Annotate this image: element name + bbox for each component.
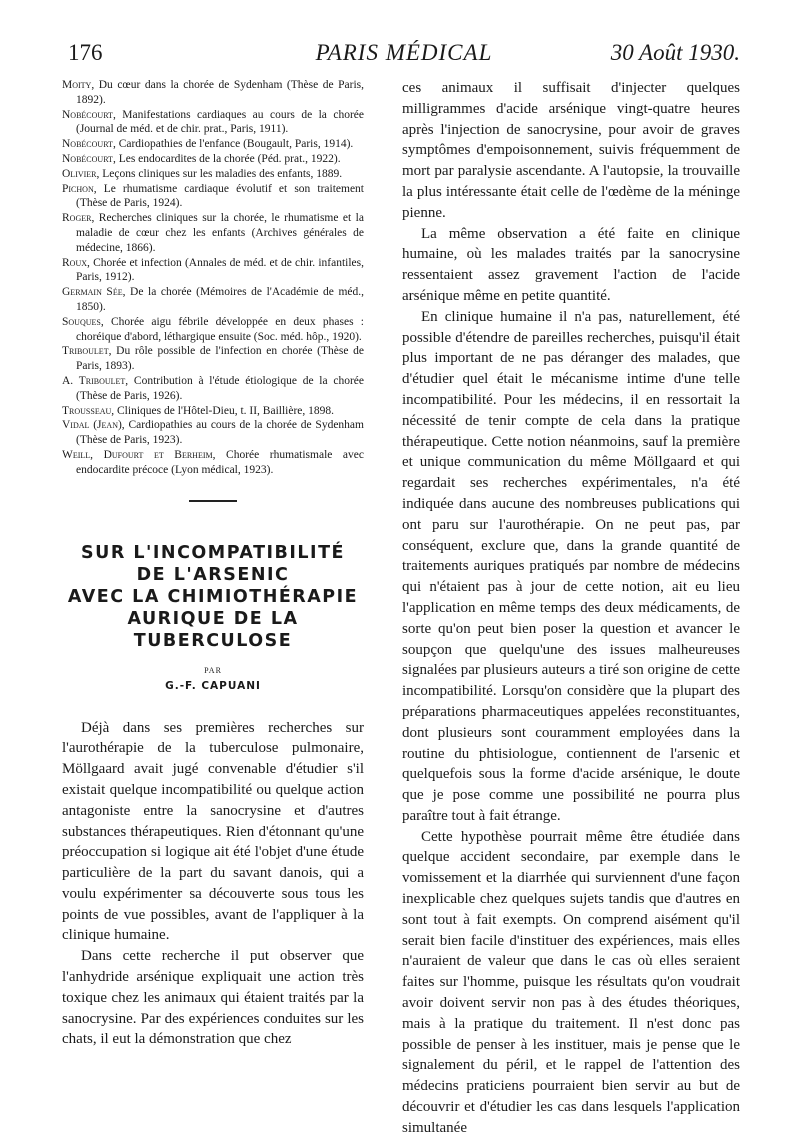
body-text-right [402,78,740,1139]
page-header [68,40,740,74]
reference-item: Vidal (Jean), Cardiopathies au cours de la chorée de Sydenham (Thèse de Paris, 1923). [62,419,364,447]
reference-item: Triboulet, Du rôle possible de l'infection en chorée (Thèse de Paris, 1893). [62,345,364,373]
left-column [62,78,364,1050]
reference-item: Roger, Recherches cliniques sur la chorée, le rhumatisme et la maladie de cœur chez les enfants (Archives générales de médecine, 1866). [62,212,364,254]
paragraph-continued: ces animaux il suffisait d'injecter quelques milligrammes d'acide arsénique vingt-quatre heures après l'injection de sanocrysine, pour avoir de graves symptômes d'empoisonnement, suivis fréquemment de mort par paralysie ascendante. A l'autopsie, la trouvaille la plus intéressante était celle de l'œdème de la méninge pienne. [402,80,740,221]
body-text-left [62,718,364,1051]
reference-item: Olivier, Leçons cliniques sur les maladies des enfants, 1889. [62,167,343,180]
reference-item: Weill, Dufourt et Berheim, Chorée rhumatismale avec endocardite précoce (Lyon médical, 1923). [62,448,364,476]
title-line: TUBERCULOSE [133,630,293,651]
title-line: SUR L'INCOMPATIBILITÉ [81,542,345,563]
right-column [402,78,740,1139]
bibliography [62,78,364,478]
paragraph: La même observation a été faite en clinique humaine, où les malades traités par la sanocrysine ressentaient assez gravement l'action de l'acide arsénique même en petite quantité. [402,225,740,304]
title-line: DE L'ARSENIC [136,564,290,585]
journal-title: PARIS MÉDICAL [315,40,493,65]
reference-item: Nobécourt, Cardiopathies de l'enfance (Bougault, Paris, 1914). [62,138,354,151]
reference-item: Souques, Chorée aigu fébrile développée en deux phases : choréique d'abord, léthargique ensuite (Soc. méd. hôp., 1920). [62,315,364,343]
paragraph: Cette hypothèse pourrait même être étudiée dans quelque accident secondaire, par exemple dans le vomissement et la diarrhée qui surviennent d'une façon inexplicable chez quelques sujets tandis que d'autres en sont tout à fait exempts. On comprend aisément qu'il serait bien facile d'instituer des expériences, mais elles n'auraient de valeur que dans le cas où elles seraient faites sur l'homme, puisque les résultats qu'on voudrait avoir doivent servir non pas à des études théoriques, mais à la pratique du traitement. Il n'est donc pas possible de penser à les instituer, mais je pense que le signalement du péril, et le rappel de l'attention des médecins praticiens pourraient bien servir au but de découvrir et d'étudier les cas dans lesquels l'application simultanée [402,828,740,1136]
paragraph: Dans cette recherche il put observer que l'anhydride arsénique expliquait une action très toxique chez les animaux qui étaient traités par la sanocrysine. Par des expériences conduites sur les chats, il eut la démonstration que chez [62,948,364,1048]
paragraph: En clinique humaine il n'a pas, naturellement, été possible d'étendre de pareilles recherches, puisqu'il était plus important de ne pas déranger des malades, que d'étudier quel était le mécanisme intime d'une telle incompatibilité. Pour les médecins, il en ressortait la nécessité de tenir compte de cela dans la pratique thérapeutique. Cette notion néanmoins, sauf la première et unique communication du même Möllgaard et qui regardait ses recherches expérimentales, n'a été indiquée dans aucune des nombreuses publications qui ont paru sur l'aurothérapie. On ne peut pas, par conséquent, exclure que, dans la grande quantité de traitements auriques pratiqués par nombre de médecins qui n'étaient pas à jour de cette notion, ait eu lieu l'application en même temps des deux médicaments, de sorte qu'on peut bien poser la question et avancer le soupçon que quelqu'une des issues malheureuses signalées par plusieurs auteurs a tiré son origine de cette incompatibilité. Lorsqu'on considère que la plupart des préparations pharmaceutiques appelées reconstituantes, dont plusieurs sont couramment employées dans la routine du phtisiologue, contiennent de l'arsenic et quelquefois sous la forme d'acide arsénique, le doute que je pose comme une possibilité ne pourra plus paraître tout à fait étrange. [402,308,740,824]
page-number: 176 [68,40,103,65]
reference-item: Pichon, Le rhumatisme cardiaque évolutif et son traitement (Thèse de Paris, 1924). [62,182,364,210]
title-line: AURIQUE DE LA [127,608,299,629]
byline-par: PAR [204,665,222,675]
reference-item: Nobécourt, Manifestations cardiaques au cours de la chorée (Journal de méd. et de chir. prat., Paris, 1911). [62,108,364,136]
reference-item: Nobécourt, Les endocardites de la chorée (Péd. prat., 1922). [62,152,341,165]
article-author: G.-F. CAPUANI [165,679,261,692]
paragraph: Déjà dans ses premières recherches sur l'aurothérapie de la tuberculose pulmonaire, Möllgaard avait jugé convenable d'étudier s'il existait quelque incompatibilité ou quelque action antagoniste entre la sanocrysine et d'autres substances thérapeutiques. Rien d'étonnant qu'une préoccupation si logique ait été l'objet d'une étude particulière de la part du savant danois, qui a voulu expérimenter sa découverte sous tous les points de vue possibles, avant de l'appliquer à la clinique humaine. [62,719,364,944]
title-line: AVEC LA CHIMIOTHÉRAPIE [67,586,359,607]
reference-item: A. Triboulet, Contribution à l'étude étiologique de la chorée (Thèse de Paris, 1926). [62,374,364,402]
reference-item: Germain Sée, De la chorée (Mémoires de l'Académie de méd., 1850). [62,286,365,313]
article-title [62,542,364,652]
reference-item: Trousseau, Cliniques de l'Hôtel-Dieu, t. II, Baillière, 1898. [62,404,335,417]
reference-item: Roux, Chorée et infection (Annales de méd. et de chir. infantiles, Paris, 1912). [62,256,364,284]
section-divider [189,500,237,502]
issue-date: 30 Août 1930. [610,40,740,65]
reference-item: Moity, Du cœur dans la chorée de Sydenham (Thèse de Paris, 1892). [62,79,364,106]
